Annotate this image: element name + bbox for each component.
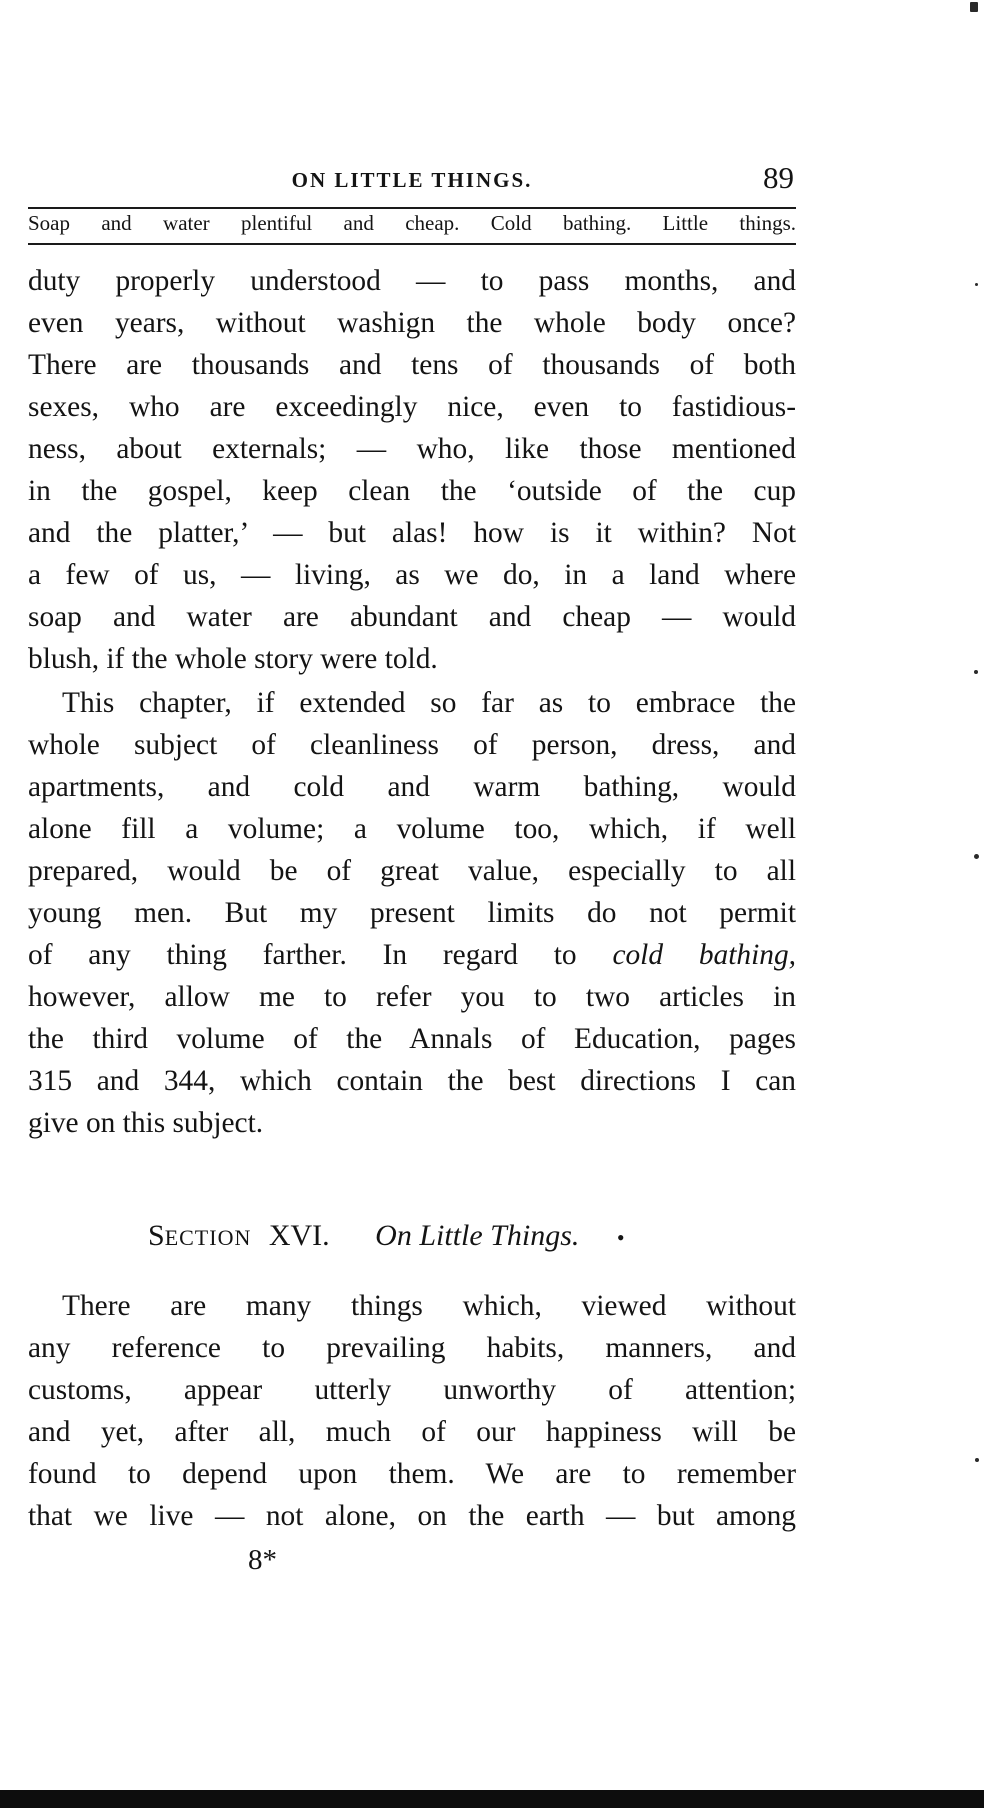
text-line: There are many things which, viewed without — [62, 1290, 796, 1322]
text-line: even years, without washign the whole body once? — [28, 307, 796, 339]
text-line: sexes, who are exceedingly nice, even to fastidious- — [28, 391, 796, 423]
text-line: and the platter,’ — but alas! how is it within? Not — [28, 517, 796, 549]
page-number: 89 — [763, 160, 794, 195]
header-rule-bottom — [28, 243, 796, 245]
section-heading — [148, 1214, 625, 1258]
text-line: customs, appear utterly unworthy of attention; — [28, 1374, 796, 1406]
text-line: ness, about externals; — who, like those mentioned — [28, 433, 796, 465]
page-edge-shadow — [0, 1790, 984, 1808]
scan-speck — [975, 1458, 979, 1462]
scan-speck — [975, 283, 978, 286]
text-line: young men. But my present limits do not permit — [28, 897, 796, 929]
scan-speck — [974, 854, 979, 859]
bullet-mark: • — [616, 1225, 625, 1250]
text-line: blush, if the whole story were told. — [28, 643, 438, 675]
running-subhead: Soap and water plentiful and cheap. Cold bathing. Little things. — [28, 211, 796, 235]
section-title: On Little Things. — [375, 1219, 580, 1252]
text-line: and yet, after all, much of our happiness will be — [28, 1416, 796, 1448]
scan-speck — [974, 670, 978, 674]
text-line: found to depend upon them. We are to remember — [28, 1458, 796, 1490]
text-line: whole subject of cleanliness of person, dress, and — [28, 729, 796, 761]
text-line: This chapter, if extended so far as to embrace the — [62, 687, 796, 719]
signature-mark: 8* — [248, 1544, 277, 1576]
text-line: prepared, would be of great value, especially to all — [28, 855, 796, 887]
text-line: alone fill a volume; a volume too, which, if well — [28, 813, 796, 845]
italic-phrase: cold bathing, — [612, 939, 797, 971]
text-line: duty properly understood — to pass months, and — [28, 265, 796, 297]
text-line — [28, 934, 796, 976]
section-label-small: ECTION — [164, 1225, 252, 1250]
text-line: the third volume of the Annals of Education, pages — [28, 1023, 796, 1055]
text-line: apartments, and cold and warm bathing, would — [28, 771, 796, 803]
text-line: however, allow me to refer you to two articles in — [28, 981, 796, 1013]
section-number: XVI. — [268, 1219, 330, 1252]
text-line: any reference to prevailing habits, manners, and — [28, 1332, 796, 1364]
text-line: There are thousands and tens of thousands of both — [28, 349, 796, 381]
scan-speck — [970, 2, 978, 12]
running-head — [28, 160, 796, 200]
text-line: give on this subject. — [28, 1107, 264, 1139]
section-label-cap: S — [148, 1219, 165, 1252]
header-rule-top — [28, 207, 796, 209]
text-line: that we live — not alone, on the earth — but among — [28, 1500, 796, 1532]
running-title: ON LITTLE THINGS. — [291, 168, 533, 192]
text-line: in the gospel, keep clean the ‘outside of the cup — [28, 475, 796, 507]
text-span: of any thing farther. In regard to — [28, 939, 577, 971]
text-line: 315 and 344, which contain the best directions I can — [28, 1065, 796, 1097]
text-line: a few of us, — living, as we do, in a land where — [28, 559, 796, 591]
text-line: soap and water are abundant and cheap — would — [28, 601, 796, 633]
